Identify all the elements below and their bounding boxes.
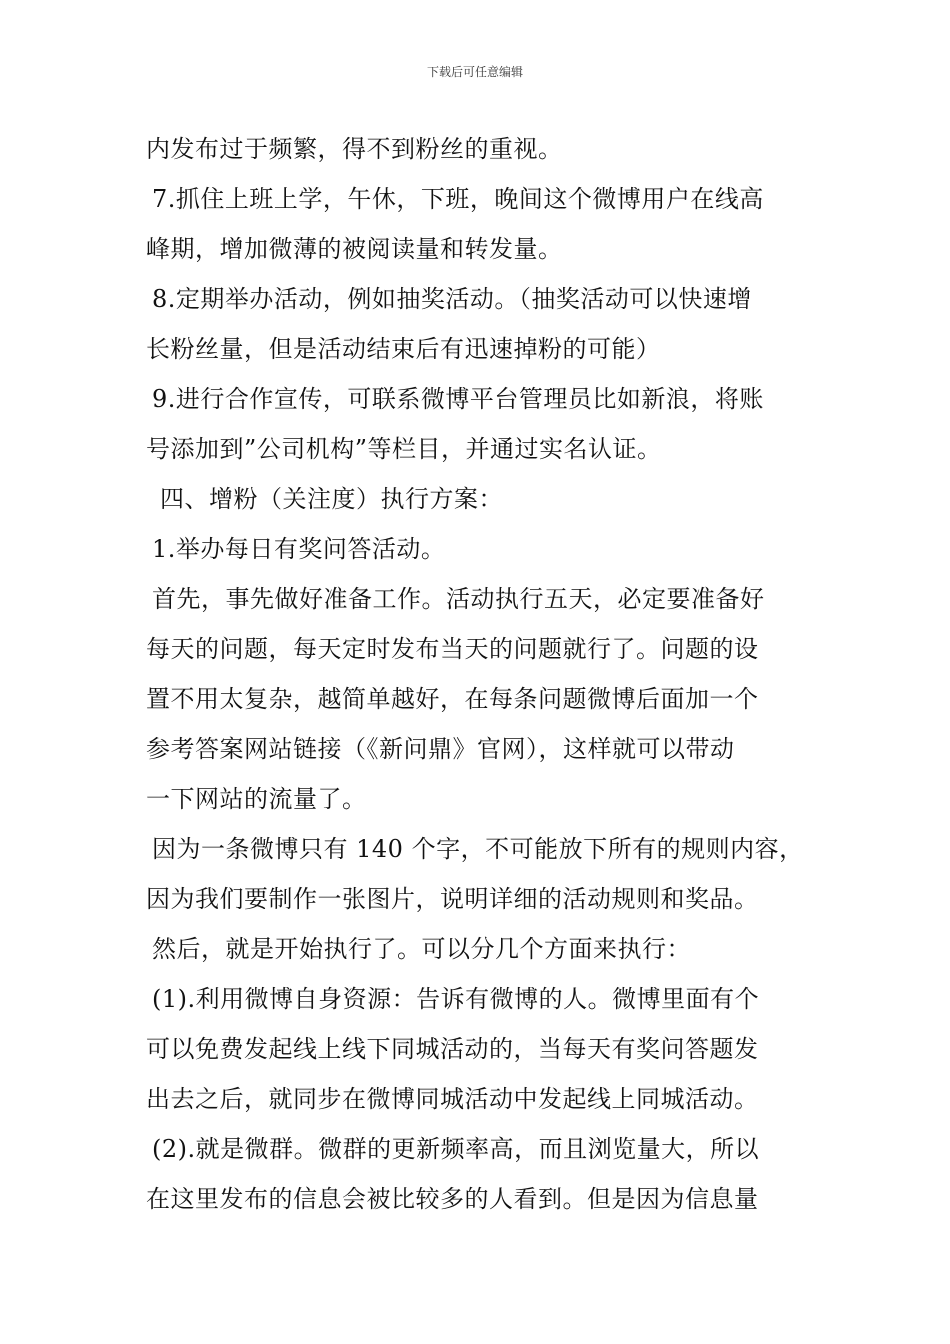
paragraph-line: 置不用太复杂，越简单越好，在每条问题微博后面加一个 [146, 685, 759, 713]
list-item-8: 8.定期举办活动，例如抽奖活动。（抽奖活动可以快速增 [152, 285, 752, 313]
paragraph-start: 因为一条微博只有 140 个字，不可能放下所有的规则内容， [152, 835, 804, 863]
paragraph-line: 可以免费发起线上线下同城活动的，当每天有奖问答题发 [146, 1035, 759, 1063]
paragraph-line: 内发布过于频繁，得不到粉丝的重视。 [146, 135, 563, 163]
paragraph-line: 在这里发布的信息会被比较多的人看到。但是因为信息量 [146, 1185, 759, 1213]
paragraph-start: 然后，就是开始执行了。可以分几个方面来执行： [152, 935, 691, 963]
paragraph-line: 参考答案网站链接（《新问鼎》官网），这样就可以带动 [146, 735, 735, 763]
paragraph-line: 号添加到”公司机构”等栏目，并通过实名认证。 [146, 435, 662, 463]
list-item-7: 7.抓住上班上学，午休，下班，晚间这个微博用户在线高 [152, 185, 764, 213]
sub-item-1: (1).利用微博自身资源：告诉有微博的人。微博里面有个 [152, 985, 760, 1013]
paragraph-line: 一下网站的流量了。 [146, 785, 367, 813]
paragraph-start: 首先，事先做好准备工作。活动执行五天，必定要准备好 [152, 585, 765, 613]
paragraph-line: 长粉丝量，但是活动结束后有迅速掉粉的可能） [146, 335, 661, 363]
page-header: 下载后可任意编辑 [426, 65, 523, 79]
paragraph-line: 因为我们要制作一张图片，说明详细的活动规则和奖品。 [146, 885, 759, 913]
paragraph-line: 每天的问题，每天定时发布当天的问题就行了。问题的设 [146, 635, 759, 663]
sub-item-2: (2).就是微群。微群的更新频率高，而且浏览量大，所以 [152, 1135, 760, 1163]
section-heading: 四、增粉（关注度）执行方案： [160, 485, 503, 513]
list-item-1: 1.举办每日有奖问答活动。 [152, 535, 446, 563]
paragraph-line: 出去之后，就同步在微博同城活动中发起线上同城活动。 [146, 1085, 759, 1113]
list-item-9: 9.进行合作宣传，可联系微博平台管理员比如新浪，将账 [152, 385, 764, 413]
paragraph-line: 峰期，增加微薄的被阅读量和转发量。 [146, 235, 563, 263]
